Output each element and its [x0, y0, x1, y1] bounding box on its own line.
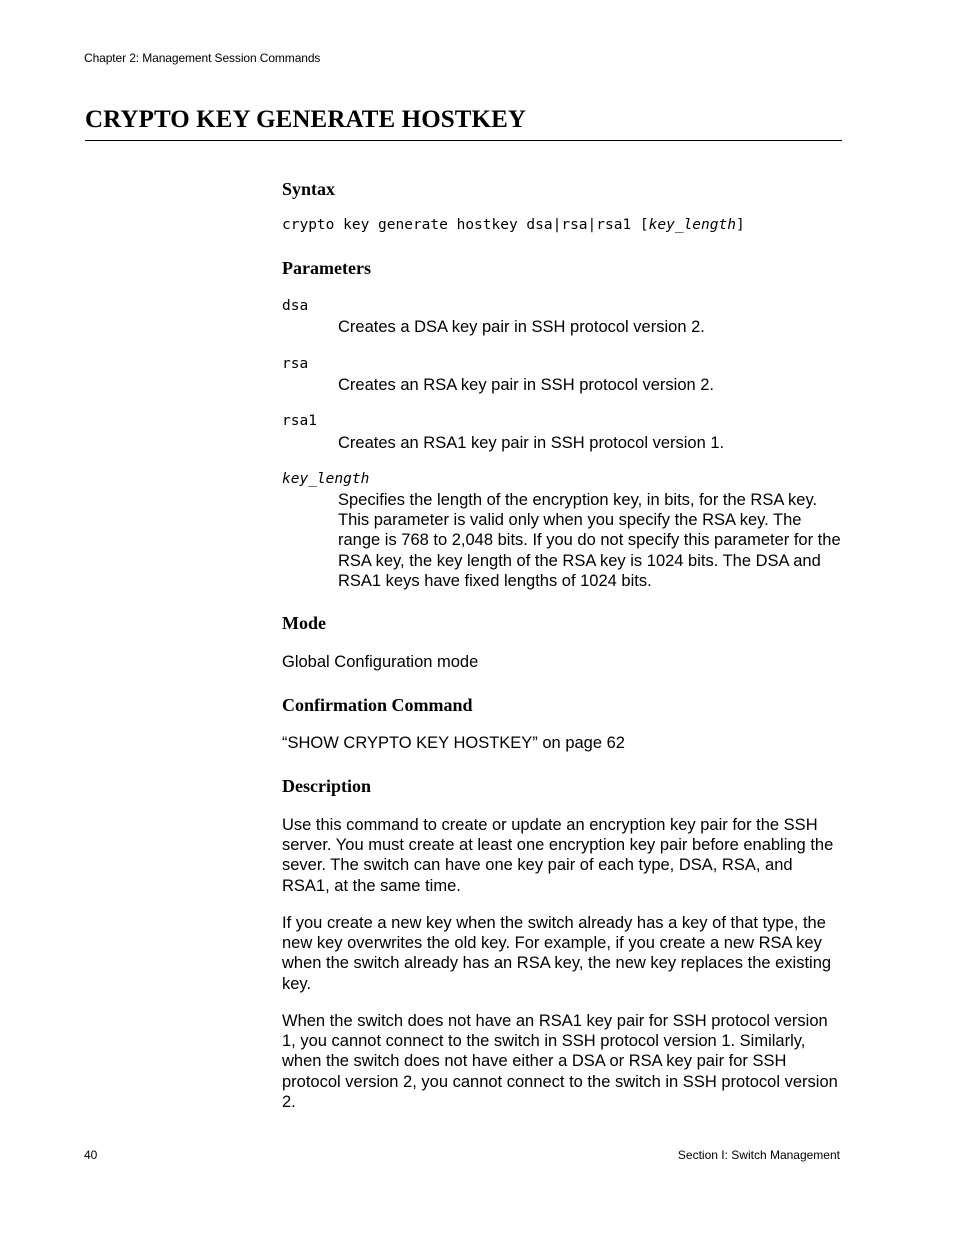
syntax-command-text: crypto key generate hostkey dsa|rsa|rsa1 [ [282, 217, 649, 233]
parameters-heading: Parameters [282, 258, 371, 278]
confirmation-link[interactable]: “SHOW CRYPTO KEY HOSTKEY” on page 62 [282, 734, 625, 752]
syntax-close: ] [735, 217, 745, 233]
page-number: 40 [84, 1148, 98, 1162]
title-rule [85, 140, 842, 141]
mode-text: Global Configuration mode [282, 653, 479, 671]
description-paragraph-3: When the switch does not have an RSA1 key pair for SSH protocol version 1, you cannot connect to the switch in SSH protocol version 1. Similarly, when the switch does not have either a DSA or RSA key pair for SSH protocol version 2, you cannot connect to the switch in SSH protocol version 2. [282, 1012, 838, 1111]
param-desc-dsa: Creates a DSA key pair in SSH protocol version 2. [338, 318, 705, 336]
param-desc-rsa1: Creates an RSA1 key pair in SSH protocol version 1. [338, 434, 725, 452]
description-paragraph-2: If you create a new key when the switch already has a key of that type, the new key overwrites the old key. For example, if you create a new RSA key when the switch already has an RSA key, the new key replaces the existing key. [282, 914, 832, 993]
param-name-key-length: key_length [282, 471, 370, 487]
syntax-heading: Syntax [282, 179, 336, 199]
param-name-rsa1: rsa1 [282, 413, 317, 429]
description-heading: Description [282, 776, 371, 796]
page-title: CRYPTO KEY GENERATE HOSTKEY [85, 106, 527, 133]
confirmation-heading: Confirmation Command [282, 695, 473, 715]
running-header: Chapter 2: Management Session Commands [84, 51, 321, 65]
description-paragraph-1: Use this command to create or update an encryption key pair for the SSH server. You must create at least one encryption key pair before enabling the sever. The switch can have one key pair of each type, DSA, RSA, and RSA1, at the same time. [282, 816, 834, 895]
mode-heading: Mode [282, 613, 326, 633]
param-name-rsa: rsa [282, 356, 309, 372]
running-footer: Section I: Switch Management [677, 1148, 840, 1162]
param-desc-rsa: Creates an RSA key pair in SSH protocol version 2. [338, 376, 715, 394]
syntax-command [282, 217, 745, 233]
param-name-dsa: dsa [282, 298, 309, 314]
param-desc-key-length: Specifies the length of the encryption key, in bits, for the RSA key. This parameter is valid only when you specify the RSA key. The range is 768 to 2,048 bits. If you do not specify this parameter for the RSA key, the key length of the RSA key is 1024 bits. The DSA and RSA1 keys have fixed lengths of 1024 bits. [338, 491, 841, 590]
syntax-argument: key_length [648, 217, 736, 233]
